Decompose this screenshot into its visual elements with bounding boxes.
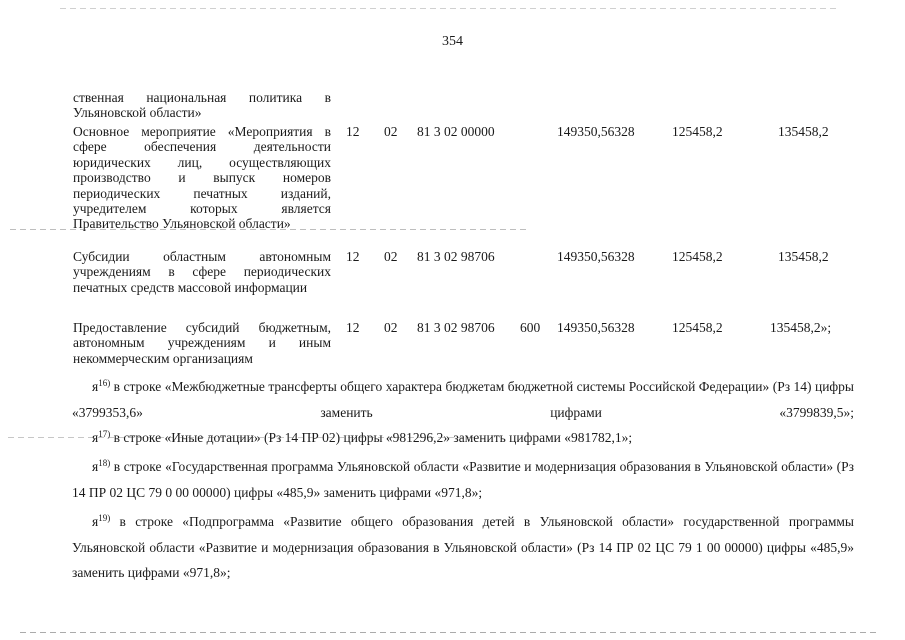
item-number: 16) bbox=[98, 378, 111, 388]
cell-year3: 135458,2 bbox=[778, 249, 829, 264]
cell-year2: 125458,2 bbox=[672, 249, 723, 264]
cell-pr: 02 bbox=[384, 249, 398, 264]
amendment-paragraph bbox=[72, 454, 854, 505]
row-description: Предоставление субсидий бюджетным, автономным учреждениям и иным некоммерческим организациям bbox=[73, 320, 331, 366]
cell-rz: 12 bbox=[346, 249, 360, 264]
item-marker: я bbox=[92, 379, 99, 394]
item-text: в строке «Иные дотации» (Рз 14 ПР 02) цифры «981296,2» заменить цифрами «981782,1»; bbox=[110, 430, 633, 445]
cell-vr: 600 bbox=[520, 320, 541, 335]
cell-rz: 12 bbox=[346, 124, 360, 139]
cell-cs: 81 3 02 98706 bbox=[417, 320, 495, 335]
cell-year2: 125458,2 bbox=[672, 124, 723, 139]
cell-pr: 02 bbox=[384, 320, 398, 335]
cell-year1: 149350,56328 bbox=[557, 124, 635, 139]
item-text: в строке «Государственная программа Ульяновской области «Развитие и модернизация образования в Ульяновской области» (Рз 14 ПР 02 ЦС 79 0 00 00000) цифры «485,9» заменить цифрами «971,8»; bbox=[72, 459, 854, 500]
scan-artifact-line bbox=[8, 437, 478, 438]
cell-year2: 125458,2 bbox=[672, 320, 723, 335]
scan-artifact-line bbox=[60, 8, 840, 9]
scan-artifact-line bbox=[10, 229, 530, 230]
item-marker: я bbox=[92, 459, 99, 474]
item-marker: я bbox=[92, 514, 99, 529]
amendment-paragraph bbox=[72, 374, 854, 425]
item-text: в строке «Подпрограмма «Развитие общего образования детей в Ульяновской области» государственной программы Ульяновской области «Развитие и модернизация образования в Ульяновской области» (Рз 14 ПР 02 ЦС 79 1 00 00000) цифры «485,9» заменить цифрами «971,8»; bbox=[72, 514, 854, 580]
cell-pr: 02 bbox=[384, 124, 398, 139]
cell-year3: 135458,2 bbox=[778, 124, 829, 139]
item-number: 17) bbox=[98, 429, 111, 439]
item-number: 18) bbox=[98, 458, 111, 468]
item-number: 19) bbox=[98, 513, 111, 523]
cell-year3: 135458,2»; bbox=[770, 320, 832, 335]
scan-artifact-line bbox=[20, 632, 880, 633]
cell-rz: 12 bbox=[346, 320, 360, 335]
cell-year1: 149350,56328 bbox=[557, 320, 635, 335]
item-marker: я bbox=[92, 430, 99, 445]
amendment-paragraph bbox=[72, 509, 854, 586]
cell-cs: 81 3 02 00000 bbox=[417, 124, 495, 139]
row-description: Субсидии областным автономным учреждениям в сфере периодических печатных средств массовой информации bbox=[73, 249, 331, 295]
item-text: в строке «Межбюджетные трансферты общего характера бюджетам бюджетной системы Российской Федерации» (Рз 14) цифры «3799353,6» заменить цифрами «3799839,5»; bbox=[72, 379, 854, 420]
page-number: 354 bbox=[442, 34, 463, 49]
cell-cs: 81 3 02 98706 bbox=[417, 249, 495, 264]
row-description: Основное мероприятие «Мероприятия в сфере обеспечения деятельности юридических лиц, осуществляющих производство и выпуск номеров периодических печатных изданий, учредителем которых является Правительство Ульяновской области» bbox=[73, 124, 331, 232]
cell-year1: 149350,56328 bbox=[557, 249, 635, 264]
row-description: ственная национальная политика в Ульяновской области» bbox=[73, 90, 331, 121]
